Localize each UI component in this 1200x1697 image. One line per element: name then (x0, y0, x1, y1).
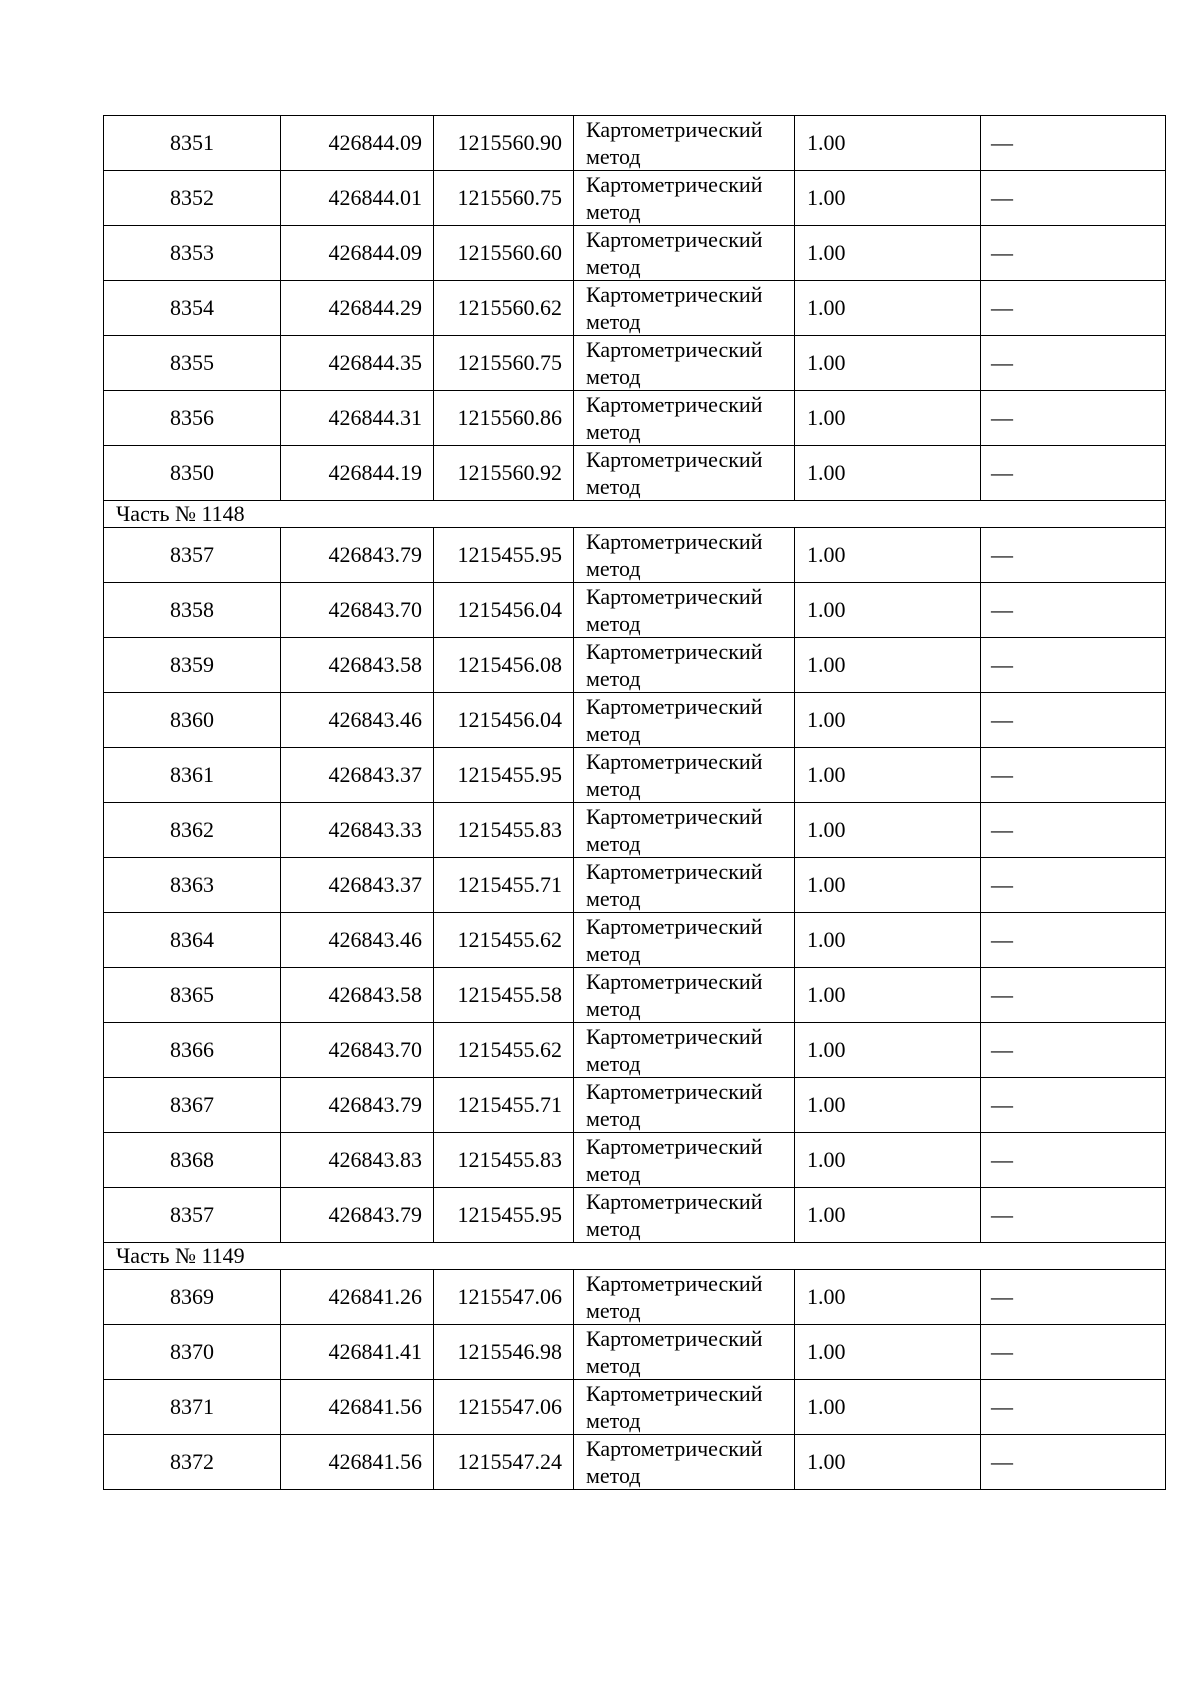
method-line-1: Картометрический (586, 1436, 763, 1461)
description-dash: — (991, 460, 1013, 485)
x-coordinate-cell: 426844.01 (281, 171, 434, 226)
method-cell (574, 281, 795, 336)
method-cell (574, 226, 795, 281)
method-line-2: метод (586, 666, 641, 691)
y-coordinate-cell: 1215455.83 (434, 803, 574, 858)
method-line-2: метод (586, 776, 641, 801)
y-coordinate-cell: 1215455.62 (434, 913, 574, 968)
description-dash: — (991, 405, 1013, 430)
method-line-2: метод (586, 1216, 641, 1241)
table-row (104, 446, 1166, 501)
point-number-cell: 8358 (104, 583, 281, 638)
method-cell (574, 391, 795, 446)
description-cell (981, 226, 1166, 281)
accuracy-cell: 1.00 (795, 748, 981, 803)
method-line-2: метод (586, 996, 641, 1021)
y-coordinate-cell: 1215560.86 (434, 391, 574, 446)
table-row (104, 968, 1166, 1023)
method-cell (574, 528, 795, 583)
method-line-1: Картометрический (586, 1079, 763, 1104)
description-cell (981, 528, 1166, 583)
x-coordinate-cell: 426844.09 (281, 116, 434, 171)
accuracy-cell: 1.00 (795, 693, 981, 748)
point-number-cell: 8359 (104, 638, 281, 693)
accuracy-cell: 1.00 (795, 116, 981, 171)
description-cell (981, 1023, 1166, 1078)
description-cell (981, 638, 1166, 693)
method-cell (574, 336, 795, 391)
method-line-1: Картометрический (586, 584, 763, 609)
description-cell (981, 281, 1166, 336)
description-cell (981, 171, 1166, 226)
accuracy-cell: 1.00 (795, 968, 981, 1023)
point-number-cell: 8356 (104, 391, 281, 446)
description-cell (981, 1270, 1166, 1325)
description-dash: — (991, 1147, 1013, 1172)
x-coordinate-cell: 426844.09 (281, 226, 434, 281)
y-coordinate-cell: 1215455.71 (434, 1078, 574, 1133)
x-coordinate-cell: 426844.31 (281, 391, 434, 446)
x-coordinate-cell: 426843.58 (281, 638, 434, 693)
table-row (104, 803, 1166, 858)
y-coordinate-cell: 1215455.95 (434, 528, 574, 583)
description-cell (981, 693, 1166, 748)
method-line-2: метод (586, 1353, 641, 1378)
accuracy-cell: 1.00 (795, 1380, 981, 1435)
table-row (104, 171, 1166, 226)
x-coordinate-cell: 426843.83 (281, 1133, 434, 1188)
point-number-cell: 8371 (104, 1380, 281, 1435)
accuracy-cell: 1.00 (795, 281, 981, 336)
table-row (104, 226, 1166, 281)
method-line-2: метод (586, 1051, 641, 1076)
table-row (104, 913, 1166, 968)
y-coordinate-cell: 1215560.90 (434, 116, 574, 171)
table-row (104, 1133, 1166, 1188)
description-cell (981, 803, 1166, 858)
method-line-2: метод (586, 831, 641, 856)
accuracy-cell: 1.00 (795, 171, 981, 226)
description-cell (981, 1435, 1166, 1490)
method-line-1: Картометрический (586, 172, 763, 197)
accuracy-cell: 1.00 (795, 913, 981, 968)
x-coordinate-cell: 426843.70 (281, 1023, 434, 1078)
x-coordinate-cell: 426843.79 (281, 528, 434, 583)
method-line-2: метод (586, 1408, 641, 1433)
method-cell (574, 748, 795, 803)
description-dash: — (991, 1092, 1013, 1117)
method-line-2: метод (586, 1161, 641, 1186)
y-coordinate-cell: 1215560.92 (434, 446, 574, 501)
x-coordinate-cell: 426841.56 (281, 1435, 434, 1490)
point-number-cell: 8370 (104, 1325, 281, 1380)
method-line-2: метод (586, 419, 641, 444)
method-cell (574, 1435, 795, 1490)
method-line-2: метод (586, 309, 641, 334)
table-row (104, 336, 1166, 391)
x-coordinate-cell: 426843.46 (281, 913, 434, 968)
method-line-1: Картометрический (586, 1326, 763, 1351)
point-number-cell: 8372 (104, 1435, 281, 1490)
x-coordinate-cell: 426843.79 (281, 1078, 434, 1133)
y-coordinate-cell: 1215547.06 (434, 1380, 574, 1435)
method-line-2: метод (586, 556, 641, 581)
accuracy-cell: 1.00 (795, 1078, 981, 1133)
x-coordinate-cell: 426843.79 (281, 1188, 434, 1243)
coordinates-table (103, 115, 1166, 1490)
method-cell (574, 858, 795, 913)
description-dash: — (991, 927, 1013, 952)
description-cell (981, 913, 1166, 968)
description-dash: — (991, 762, 1013, 787)
method-line-1: Картометрический (586, 1024, 763, 1049)
accuracy-cell: 1.00 (795, 1133, 981, 1188)
table-row (104, 1270, 1166, 1325)
method-line-2: метод (586, 254, 641, 279)
description-dash: — (991, 817, 1013, 842)
point-number-cell: 8368 (104, 1133, 281, 1188)
description-cell (981, 858, 1166, 913)
point-number-cell: 8353 (104, 226, 281, 281)
point-number-cell: 8357 (104, 1188, 281, 1243)
method-line-1: Картометрический (586, 749, 763, 774)
coordinates-table-body (104, 116, 1166, 1490)
description-cell (981, 1078, 1166, 1133)
accuracy-cell: 1.00 (795, 1023, 981, 1078)
method-line-1: Картометрический (586, 337, 763, 362)
method-cell (574, 693, 795, 748)
description-cell (981, 116, 1166, 171)
y-coordinate-cell: 1215456.04 (434, 583, 574, 638)
method-line-1: Картометрический (586, 117, 763, 142)
accuracy-cell: 1.00 (795, 858, 981, 913)
x-coordinate-cell: 426841.56 (281, 1380, 434, 1435)
table-row (104, 391, 1166, 446)
method-line-1: Картометрический (586, 1189, 763, 1214)
description-cell (981, 391, 1166, 446)
description-dash: — (991, 295, 1013, 320)
section-label: Часть № 1148 (104, 501, 1166, 528)
method-line-1: Картометрический (586, 227, 763, 252)
description-cell (981, 748, 1166, 803)
point-number-cell: 8365 (104, 968, 281, 1023)
point-number-cell: 8350 (104, 446, 281, 501)
description-dash: — (991, 130, 1013, 155)
table-row (104, 693, 1166, 748)
table-row (104, 638, 1166, 693)
y-coordinate-cell: 1215560.60 (434, 226, 574, 281)
method-cell (574, 638, 795, 693)
method-line-2: метод (586, 886, 641, 911)
table-row (104, 116, 1166, 171)
accuracy-cell: 1.00 (795, 1435, 981, 1490)
method-line-1: Картометрический (586, 529, 763, 554)
method-line-2: метод (586, 474, 641, 499)
method-line-1: Картометрический (586, 447, 763, 472)
accuracy-cell: 1.00 (795, 528, 981, 583)
method-line-2: метод (586, 144, 641, 169)
x-coordinate-cell: 426844.29 (281, 281, 434, 336)
table-row (104, 1078, 1166, 1133)
table-row (104, 858, 1166, 913)
point-number-cell: 8363 (104, 858, 281, 913)
accuracy-cell: 1.00 (795, 391, 981, 446)
method-cell (574, 171, 795, 226)
x-coordinate-cell: 426843.33 (281, 803, 434, 858)
description-dash: — (991, 542, 1013, 567)
method-line-2: метод (586, 364, 641, 389)
method-cell (574, 803, 795, 858)
description-dash: — (991, 982, 1013, 1007)
method-line-1: Картометрический (586, 969, 763, 994)
description-dash: — (991, 240, 1013, 265)
table-row (104, 281, 1166, 336)
method-cell (574, 968, 795, 1023)
y-coordinate-cell: 1215456.04 (434, 693, 574, 748)
section-header-row (104, 501, 1166, 528)
description-cell (981, 1325, 1166, 1380)
y-coordinate-cell: 1215455.95 (434, 748, 574, 803)
description-dash: — (991, 597, 1013, 622)
method-line-2: метод (586, 941, 641, 966)
description-dash: — (991, 872, 1013, 897)
point-number-cell: 8361 (104, 748, 281, 803)
accuracy-cell: 1.00 (795, 1188, 981, 1243)
method-cell (574, 1133, 795, 1188)
description-cell (981, 583, 1166, 638)
table-row (104, 528, 1166, 583)
y-coordinate-cell: 1215560.75 (434, 336, 574, 391)
y-coordinate-cell: 1215455.95 (434, 1188, 574, 1243)
description-dash: — (991, 1339, 1013, 1364)
accuracy-cell: 1.00 (795, 803, 981, 858)
method-cell (574, 583, 795, 638)
method-cell (574, 913, 795, 968)
table-row (104, 1380, 1166, 1435)
method-line-1: Картометрический (586, 282, 763, 307)
x-coordinate-cell: 426841.41 (281, 1325, 434, 1380)
x-coordinate-cell: 426843.70 (281, 583, 434, 638)
method-line-1: Картометрический (586, 1271, 763, 1296)
y-coordinate-cell: 1215547.24 (434, 1435, 574, 1490)
point-number-cell: 8357 (104, 528, 281, 583)
y-coordinate-cell: 1215546.98 (434, 1325, 574, 1380)
method-cell (574, 116, 795, 171)
method-line-1: Картометрический (586, 694, 763, 719)
description-dash: — (991, 1284, 1013, 1309)
section-header-row (104, 1243, 1166, 1270)
description-dash: — (991, 185, 1013, 210)
point-number-cell: 8354 (104, 281, 281, 336)
method-cell (574, 1380, 795, 1435)
method-cell (574, 446, 795, 501)
description-dash: — (991, 350, 1013, 375)
point-number-cell: 8352 (104, 171, 281, 226)
table-row (104, 1188, 1166, 1243)
method-cell (574, 1023, 795, 1078)
point-number-cell: 8362 (104, 803, 281, 858)
method-line-2: метод (586, 721, 641, 746)
method-line-1: Картометрический (586, 804, 763, 829)
y-coordinate-cell: 1215455.62 (434, 1023, 574, 1078)
x-coordinate-cell: 426843.37 (281, 858, 434, 913)
x-coordinate-cell: 426843.58 (281, 968, 434, 1023)
point-number-cell: 8367 (104, 1078, 281, 1133)
method-cell (574, 1325, 795, 1380)
x-coordinate-cell: 426843.37 (281, 748, 434, 803)
method-cell (574, 1188, 795, 1243)
point-number-cell: 8366 (104, 1023, 281, 1078)
description-dash: — (991, 707, 1013, 732)
description-cell (981, 1133, 1166, 1188)
y-coordinate-cell: 1215456.08 (434, 638, 574, 693)
accuracy-cell: 1.00 (795, 336, 981, 391)
description-cell (981, 446, 1166, 501)
description-cell (981, 968, 1166, 1023)
accuracy-cell: 1.00 (795, 226, 981, 281)
method-line-2: метод (586, 199, 641, 224)
method-line-1: Картометрический (586, 392, 763, 417)
x-coordinate-cell: 426844.19 (281, 446, 434, 501)
method-line-1: Картометрический (586, 639, 763, 664)
table-row (104, 748, 1166, 803)
y-coordinate-cell: 1215455.58 (434, 968, 574, 1023)
method-line-2: метод (586, 1463, 641, 1488)
x-coordinate-cell: 426844.35 (281, 336, 434, 391)
y-coordinate-cell: 1215560.62 (434, 281, 574, 336)
method-line-2: метод (586, 611, 641, 636)
point-number-cell: 8351 (104, 116, 281, 171)
description-dash: — (991, 652, 1013, 677)
table-row (104, 1435, 1166, 1490)
table-row (104, 1325, 1166, 1380)
description-dash: — (991, 1202, 1013, 1227)
section-label: Часть № 1149 (104, 1243, 1166, 1270)
description-cell (981, 336, 1166, 391)
accuracy-cell: 1.00 (795, 446, 981, 501)
table-row (104, 583, 1166, 638)
accuracy-cell: 1.00 (795, 583, 981, 638)
accuracy-cell: 1.00 (795, 1325, 981, 1380)
y-coordinate-cell: 1215455.71 (434, 858, 574, 913)
method-line-2: метод (586, 1106, 641, 1131)
method-line-1: Картометрический (586, 1381, 763, 1406)
method-line-1: Картометрический (586, 914, 763, 939)
x-coordinate-cell: 426843.46 (281, 693, 434, 748)
y-coordinate-cell: 1215560.75 (434, 171, 574, 226)
point-number-cell: 8364 (104, 913, 281, 968)
method-line-2: метод (586, 1298, 641, 1323)
description-dash: — (991, 1449, 1013, 1474)
description-dash: — (991, 1394, 1013, 1419)
description-cell (981, 1380, 1166, 1435)
method-cell (574, 1270, 795, 1325)
description-cell (981, 1188, 1166, 1243)
accuracy-cell: 1.00 (795, 638, 981, 693)
method-line-1: Картометрический (586, 859, 763, 884)
y-coordinate-cell: 1215455.83 (434, 1133, 574, 1188)
y-coordinate-cell: 1215547.06 (434, 1270, 574, 1325)
point-number-cell: 8369 (104, 1270, 281, 1325)
description-dash: — (991, 1037, 1013, 1062)
method-cell (574, 1078, 795, 1133)
table-row (104, 1023, 1166, 1078)
point-number-cell: 8355 (104, 336, 281, 391)
accuracy-cell: 1.00 (795, 1270, 981, 1325)
method-line-1: Картометрический (586, 1134, 763, 1159)
point-number-cell: 8360 (104, 693, 281, 748)
x-coordinate-cell: 426841.26 (281, 1270, 434, 1325)
